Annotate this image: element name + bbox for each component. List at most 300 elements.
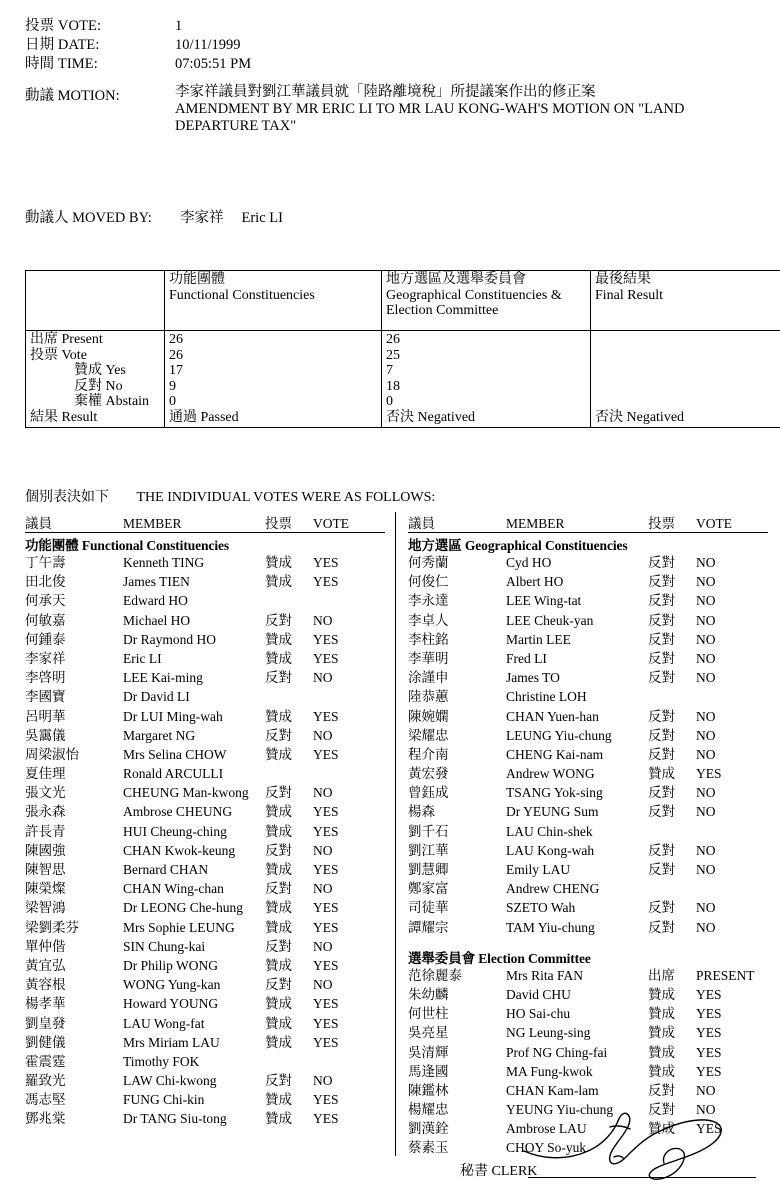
summary-functional-vote: 26 <box>169 347 183 363</box>
votes-left-column-headers <box>25 512 385 532</box>
summary-functional-list <box>169 332 377 425</box>
member-name-english: David CHU <box>506 986 571 1002</box>
motion-label: 動議 MOTION: <box>25 88 120 104</box>
member-name-chinese: 劉慧卿 <box>408 862 449 877</box>
vote-value-chinese: 贊成 <box>648 1121 675 1137</box>
vote-value-chinese: 贊成 <box>265 996 292 1012</box>
header-member-cn: 議員 <box>25 516 52 531</box>
vote-row <box>25 935 385 954</box>
vote-value-english: NO <box>696 650 716 666</box>
vote-row <box>25 916 385 935</box>
vote-value-chinese: 反對 <box>648 670 675 686</box>
summary-final-result: 否決 Negatived <box>595 409 685 425</box>
vote-value-english: NO <box>696 862 716 877</box>
member-name-english: LAW Chi-kwong <box>123 1073 217 1089</box>
summary-geographical-yes: 7 <box>386 363 393 378</box>
member-name-english: Martin LEE <box>506 631 571 647</box>
member-name-chinese: 何承天 <box>25 593 66 609</box>
vote-row <box>25 954 385 973</box>
member-name-english: James TO <box>506 670 560 686</box>
member-name-english: LEE Wing-tat <box>506 593 582 609</box>
vote-value-chinese: 反對 <box>648 555 675 570</box>
member-name-chinese: 陳智思 <box>25 862 66 877</box>
vote-value-english: NO <box>696 804 716 820</box>
vote-group-heading-en: Geographical Constituencies <box>464 538 628 553</box>
member-name-english: CHAN Kwok-keung <box>123 842 236 858</box>
header-member-en: MEMBER <box>506 516 565 531</box>
vote-row <box>408 781 768 800</box>
vote-row <box>25 609 385 628</box>
vote-value-chinese: 贊成 <box>265 919 292 935</box>
member-name-chinese: 丁午壽 <box>25 555 66 570</box>
vote-group-heading-en: Election Committee <box>478 950 591 966</box>
member-name-english: Timothy FOK <box>123 1053 200 1069</box>
vote-group-heading-en: Functional Constituencies <box>81 538 230 553</box>
member-name-english: TAM Yiu-chung <box>506 919 595 935</box>
member-name-chinese: 黃宜弘 <box>25 957 66 973</box>
vote-value-chinese: 贊成 <box>648 766 675 782</box>
vote-value-chinese: 反對 <box>648 842 675 858</box>
vote-value-chinese: 反對 <box>265 1073 292 1089</box>
vote-value-english: YES <box>696 1121 722 1137</box>
vote-value-english: NO <box>313 881 333 897</box>
summary-header-geographical-en1: Geographical Constituencies & <box>386 287 562 303</box>
vote-value-english: NO <box>696 785 716 801</box>
vote-row <box>25 1069 385 1088</box>
vote-row <box>408 983 768 1002</box>
group-spacer <box>408 935 768 947</box>
member-name-english: CHAN Wing-chan <box>123 881 224 897</box>
vote-row <box>25 1107 385 1126</box>
member-name-chinese: 陳婉嫻 <box>408 708 449 724</box>
summary-functional-yes: 17 <box>169 363 183 378</box>
summary-label-result: 結果 Result <box>30 409 98 425</box>
member-name-english: Kenneth TING <box>123 555 205 570</box>
vote-value-english: PRESENT <box>696 967 755 983</box>
vote-value-english: YES <box>696 986 722 1002</box>
member-name-chinese: 陳國強 <box>25 842 66 858</box>
vote-group-heading-cn: 選舉委員會 <box>408 950 479 966</box>
header-vote-cn: 投票 <box>265 516 292 531</box>
vote-value-chinese: 贊成 <box>648 1044 675 1060</box>
vote-value-chinese: 反對 <box>648 919 675 935</box>
member-name-chinese: 陳榮燦 <box>25 881 66 897</box>
vote-row <box>25 839 385 858</box>
summary-header-final-en: Final Result <box>595 287 664 303</box>
vote-row <box>25 570 385 589</box>
member-name-chinese: 陸恭蕙 <box>408 689 449 705</box>
meta-value-time: 07:05:51 PM <box>175 56 252 72</box>
vote-value-chinese: 反對 <box>648 746 675 762</box>
member-name-chinese: 李華明 <box>408 650 449 666</box>
summary-final-list <box>595 332 780 425</box>
vote-value-english: NO <box>313 977 333 993</box>
vote-value-chinese: 反對 <box>648 650 675 666</box>
vote-value-english: NO <box>696 670 716 686</box>
member-name-english: Dr YEUNG Sum <box>506 804 599 820</box>
meta-row-date <box>25 33 745 52</box>
member-name-chinese: 何鍾泰 <box>25 631 66 647</box>
member-name-chinese: 馬逢國 <box>408 1063 449 1079</box>
summary-final-vote <box>595 348 780 364</box>
member-name-chinese: 何世柱 <box>408 1006 449 1022</box>
member-name-english: LAU Wong-fat <box>123 1015 205 1031</box>
header-vote-cn: 投票 <box>648 516 675 531</box>
vote-row <box>408 800 768 819</box>
vote-value-english: NO <box>696 746 716 762</box>
member-name-english: HUI Cheung-ching <box>123 823 227 839</box>
votes-left-header-rule <box>25 532 385 533</box>
vote-row <box>408 570 768 589</box>
vote-value-chinese: 贊成 <box>265 574 292 590</box>
member-name-chinese: 單仲偕 <box>25 938 66 954</box>
member-name-chinese: 羅致光 <box>25 1073 66 1089</box>
member-name-chinese: 黃容根 <box>25 977 66 993</box>
vote-value-english: NO <box>696 919 716 935</box>
vote-row <box>408 589 768 608</box>
member-name-english: Bernard CHAN <box>123 862 209 877</box>
member-name-chinese: 劉江華 <box>408 842 449 858</box>
individual-votes-title-en: THE INDIVIDUAL VOTES WERE AS FOLLOWS: <box>136 490 436 505</box>
summary-header-final <box>591 271 780 331</box>
member-name-english: CHAN Yuen-han <box>506 708 599 724</box>
vote-row <box>25 800 385 819</box>
member-name-chinese: 夏佳理 <box>25 766 66 782</box>
vote-row <box>25 1050 385 1069</box>
vote-value-english: NO <box>696 574 716 590</box>
member-name-english: LEE Kai-ming <box>123 670 203 686</box>
summary-header-geographical <box>382 271 591 331</box>
vote-value-chinese: 贊成 <box>265 1034 292 1050</box>
member-name-english: Dr TANG Siu-tong <box>123 1111 227 1127</box>
vote-row <box>25 551 385 570</box>
vote-row <box>408 628 768 647</box>
vote-value-chinese: 贊成 <box>265 746 292 762</box>
header-vote-en: VOTE <box>696 516 732 531</box>
summary-header-geographical-en2: Election Committee <box>386 303 499 318</box>
moved-by-label: 動議人 MOVED BY: <box>25 210 152 226</box>
member-name-english: TSANG Yok-sing <box>506 785 603 801</box>
individual-votes-title <box>25 486 435 506</box>
member-name-chinese: 陳鑑林 <box>408 1082 449 1098</box>
vote-value-english: YES <box>313 1111 339 1127</box>
member-name-chinese: 鄭家富 <box>408 881 449 897</box>
vote-value-english: NO <box>313 938 333 954</box>
vote-value-chinese: 反對 <box>648 631 675 647</box>
vote-row <box>25 858 385 877</box>
member-name-chinese: 楊孝華 <box>25 996 66 1012</box>
vote-value-english: YES <box>313 631 339 647</box>
motion-text-english-line1: AMENDMENT BY MR ERIC LI TO MR LAU KONG-WAH'S MOTION ON "LAND <box>175 101 685 117</box>
member-name-chinese: 吳亮星 <box>408 1025 449 1041</box>
member-name-english: Ambrose CHEUNG <box>123 804 233 820</box>
member-name-chinese: 鄧兆棠 <box>25 1111 66 1127</box>
vote-row <box>25 896 385 915</box>
member-name-english: Michael HO <box>123 612 191 628</box>
motion-text <box>175 84 755 135</box>
member-name-english: Eric LI <box>123 650 162 666</box>
member-name-english: Mrs Selina CHOW <box>123 746 227 762</box>
vote-row <box>25 877 385 896</box>
vote-value-english: YES <box>313 996 339 1012</box>
member-name-english: James TIEN <box>123 574 190 590</box>
individual-votes-title-cn: 個別表決如下 <box>25 490 109 505</box>
vote-value-chinese: 反對 <box>265 938 292 954</box>
vote-group-heading-cn: 功能團體 <box>25 538 82 553</box>
meta-label-date: 日期 DATE: <box>25 37 100 53</box>
member-name-chinese: 司徒華 <box>408 900 449 916</box>
vote-value-english: NO <box>313 727 333 743</box>
member-name-chinese: 蔡素玉 <box>408 1140 449 1156</box>
summary-header-functional-en: Functional Constituencies <box>169 287 315 303</box>
member-name-chinese: 梁耀忠 <box>408 727 449 743</box>
member-name-chinese: 張永森 <box>25 804 66 820</box>
vote-value-chinese: 反對 <box>648 862 675 877</box>
vote-row <box>25 992 385 1011</box>
summary-header-row <box>26 271 780 331</box>
vote-value-chinese: 反對 <box>648 1102 675 1118</box>
vote-row <box>25 1031 385 1050</box>
member-name-english: CHAN Kam-lam <box>506 1082 599 1098</box>
summary-functional-result: 通過 Passed <box>169 409 239 425</box>
vote-value-chinese: 反對 <box>648 804 675 820</box>
summary-row-labels <box>26 331 165 428</box>
summary-header-blank <box>26 271 165 331</box>
vote-value-chinese: 反對 <box>648 612 675 628</box>
member-name-english: Dr LEONG Che-hung <box>123 900 243 916</box>
vote-value-chinese: 贊成 <box>265 900 292 916</box>
header-member-en: MEMBER <box>123 516 182 531</box>
member-name-chinese: 涂謹申 <box>408 670 449 686</box>
vote-row <box>408 1060 768 1079</box>
vote-row <box>408 1041 768 1060</box>
member-name-english: YEUNG Yiu-chung <box>506 1102 614 1118</box>
summary-final-present <box>595 332 780 348</box>
summary-header-final-cn: 最後結果 <box>595 272 651 287</box>
vote-row <box>25 820 385 839</box>
vote-row <box>25 1012 385 1031</box>
member-name-english: SZETO Wah <box>506 900 576 916</box>
moved-by-name-english: Eric LI <box>241 210 283 226</box>
vote-value-chinese: 反對 <box>648 574 675 590</box>
vote-value-english: YES <box>313 957 339 973</box>
member-name-chinese: 梁智鴻 <box>25 900 66 916</box>
member-name-english: NG Leung-sing <box>506 1025 591 1041</box>
summary-label-present: 出席 Present <box>30 332 103 347</box>
member-name-english: Edward HO <box>123 593 188 609</box>
vote-row <box>408 1079 768 1098</box>
votes-right-column-headers <box>408 512 768 532</box>
vote-row <box>408 666 768 685</box>
vote-value-chinese: 反對 <box>265 727 292 743</box>
vote-value-chinese: 贊成 <box>265 1111 292 1127</box>
summary-values-final <box>591 331 780 428</box>
vote-row <box>408 820 768 839</box>
motion-block <box>25 84 765 135</box>
vote-row <box>408 877 768 896</box>
votes-column-right <box>395 512 768 1156</box>
summary-geographical-present: 26 <box>386 332 400 347</box>
member-name-chinese: 朱幼麟 <box>408 986 449 1002</box>
summary-geographical-result: 否決 Negatived <box>386 409 476 425</box>
member-name-english: Emily LAU <box>506 862 571 877</box>
votes-left-groups <box>25 534 385 1127</box>
vote-row <box>408 858 768 877</box>
summary-values-functional <box>165 331 382 428</box>
member-name-english: Dr LUI Ming-wah <box>123 708 223 724</box>
member-name-chinese: 李家祥 <box>25 650 66 666</box>
vote-value-english: NO <box>696 631 716 647</box>
member-name-chinese: 呂明華 <box>25 708 66 724</box>
vote-row <box>25 743 385 762</box>
vote-value-chinese: 贊成 <box>265 631 292 647</box>
summary-geographical-vote: 25 <box>386 347 400 363</box>
member-name-english: Andrew WONG <box>506 766 595 782</box>
meta-row-vote <box>25 14 745 33</box>
vote-value-chinese: 贊成 <box>265 957 292 973</box>
meta-value-vote: 1 <box>175 18 183 34</box>
individual-votes-area <box>25 512 757 1156</box>
vote-value-english: YES <box>313 555 339 570</box>
vote-value-chinese: 贊成 <box>265 862 292 877</box>
vote-value-chinese: 贊成 <box>648 986 675 1002</box>
member-name-english: WONG Yung-kan <box>123 977 221 993</box>
motion-text-chinese: 李家祥議員對劉江華議員就「陸路離境稅」所提議案作出的修正案 <box>175 84 596 100</box>
member-name-chinese: 劉皇發 <box>25 1015 66 1031</box>
signature-icon <box>522 1107 752 1187</box>
member-name-english: Ambrose LAU <box>506 1121 587 1137</box>
vote-value-english: YES <box>313 900 339 916</box>
vote-value-english: NO <box>696 900 716 916</box>
vote-row <box>408 705 768 724</box>
vote-value-chinese: 贊成 <box>265 823 292 839</box>
member-name-english: CHENG Kai-nam <box>506 746 604 762</box>
vote-value-english: YES <box>696 1063 722 1079</box>
member-name-english: Dr Philip WONG <box>123 957 219 973</box>
vote-value-chinese: 贊成 <box>265 708 292 724</box>
vote-value-english: YES <box>696 766 722 782</box>
vote-row <box>408 896 768 915</box>
member-name-english: HO Sai-chu <box>506 1006 571 1022</box>
vote-value-english: NO <box>696 842 716 858</box>
clerk-signature-block <box>460 1115 760 1185</box>
vote-value-english: YES <box>313 746 339 762</box>
summary-body-row <box>26 331 780 428</box>
member-name-chinese: 梁劉柔芬 <box>25 919 79 935</box>
votes-right-groups <box>408 534 768 1156</box>
vote-value-chinese: 反對 <box>265 842 292 858</box>
vote-row <box>408 916 768 935</box>
vote-row <box>408 685 768 704</box>
vote-value-chinese: 出席 <box>648 967 675 983</box>
summary-label-no: 反對 No <box>74 378 123 394</box>
motion-text-english-line2: DEPARTURE TAX" <box>175 118 297 134</box>
vote-value-chinese: 贊成 <box>265 804 292 820</box>
member-name-chinese: 范徐麗泰 <box>408 967 462 983</box>
vote-value-chinese: 贊成 <box>265 555 292 570</box>
vote-value-english: YES <box>313 708 339 724</box>
member-name-chinese: 劉千石 <box>408 823 449 839</box>
vote-value-chinese: 反對 <box>648 1082 675 1098</box>
vote-value-english: YES <box>313 823 339 839</box>
member-name-english: Cyd HO <box>506 555 552 570</box>
vote-value-english: NO <box>696 612 716 628</box>
vote-value-chinese: 反對 <box>648 785 675 801</box>
vote-row <box>408 551 768 570</box>
member-name-english: Margaret NG <box>123 727 196 743</box>
member-name-chinese: 劉健儀 <box>25 1034 66 1050</box>
vote-row <box>25 685 385 704</box>
member-name-chinese: 許長青 <box>25 823 66 839</box>
vote-row <box>408 964 768 983</box>
signature-line <box>528 1177 756 1178</box>
member-name-english: Fred LI <box>506 650 547 666</box>
member-name-chinese: 李柱銘 <box>408 631 449 647</box>
summary-geographical-no: 18 <box>386 378 400 394</box>
vote-row <box>25 666 385 685</box>
summary-geographical-abstain: 0 <box>386 394 393 409</box>
summary-final-yes <box>595 363 780 379</box>
votes-right-header-rule <box>408 532 768 533</box>
member-name-english: Howard YOUNG <box>123 996 219 1012</box>
vote-value-chinese: 贊成 <box>648 1025 675 1041</box>
member-name-chinese: 何敏嘉 <box>25 612 66 628</box>
vote-value-english: NO <box>696 708 716 724</box>
vote-value-chinese: 反對 <box>265 881 292 897</box>
moved-by-block <box>25 206 283 227</box>
vote-value-english: NO <box>696 727 716 743</box>
vote-value-chinese: 贊成 <box>648 1006 675 1022</box>
summary-label-yes: 贊成 Yes <box>74 363 126 378</box>
vote-group-heading <box>408 947 768 964</box>
summary-geographical-list <box>386 332 586 425</box>
vote-value-english: NO <box>313 842 333 858</box>
vote-value-english: NO <box>313 785 333 801</box>
vote-row <box>25 781 385 800</box>
member-name-english: LEE Cheuk-yan <box>506 612 594 628</box>
member-name-chinese: 楊耀忠 <box>408 1102 449 1118</box>
summary-header-functional <box>165 271 382 331</box>
member-name-chinese: 何俊仁 <box>408 574 449 590</box>
summary-functional-present: 26 <box>169 332 183 347</box>
vote-value-english: YES <box>696 1025 722 1041</box>
meta-label-vote: 投票 VOTE: <box>25 18 102 34</box>
vote-value-chinese: 反對 <box>648 708 675 724</box>
vote-row <box>25 973 385 992</box>
member-name-chinese: 周梁淑怡 <box>25 746 79 762</box>
vote-value-english: NO <box>313 612 333 628</box>
member-name-chinese: 吳靄儀 <box>25 727 66 743</box>
vote-value-chinese: 贊成 <box>265 1015 292 1031</box>
vote-row <box>408 839 768 858</box>
member-name-chinese: 劉漢銓 <box>408 1121 449 1137</box>
vote-value-english: NO <box>313 670 333 686</box>
vote-row <box>25 589 385 608</box>
vote-value-english: YES <box>313 804 339 820</box>
vote-value-chinese: 贊成 <box>265 1092 292 1108</box>
header-member-cn: 議員 <box>408 516 435 531</box>
vote-value-english: YES <box>313 919 339 935</box>
summary-final-abstain <box>595 394 780 410</box>
member-name-english: Dr David LI <box>123 689 190 705</box>
summary-functional-abstain: 0 <box>169 394 176 409</box>
member-name-chinese: 張文光 <box>25 785 66 801</box>
meta-value-date: 10/11/1999 <box>175 37 241 53</box>
vote-row <box>408 1021 768 1040</box>
vote-value-chinese: 反對 <box>648 727 675 743</box>
vote-value-english: YES <box>313 1034 339 1050</box>
member-name-english: Mrs Miriam LAU <box>123 1034 220 1050</box>
